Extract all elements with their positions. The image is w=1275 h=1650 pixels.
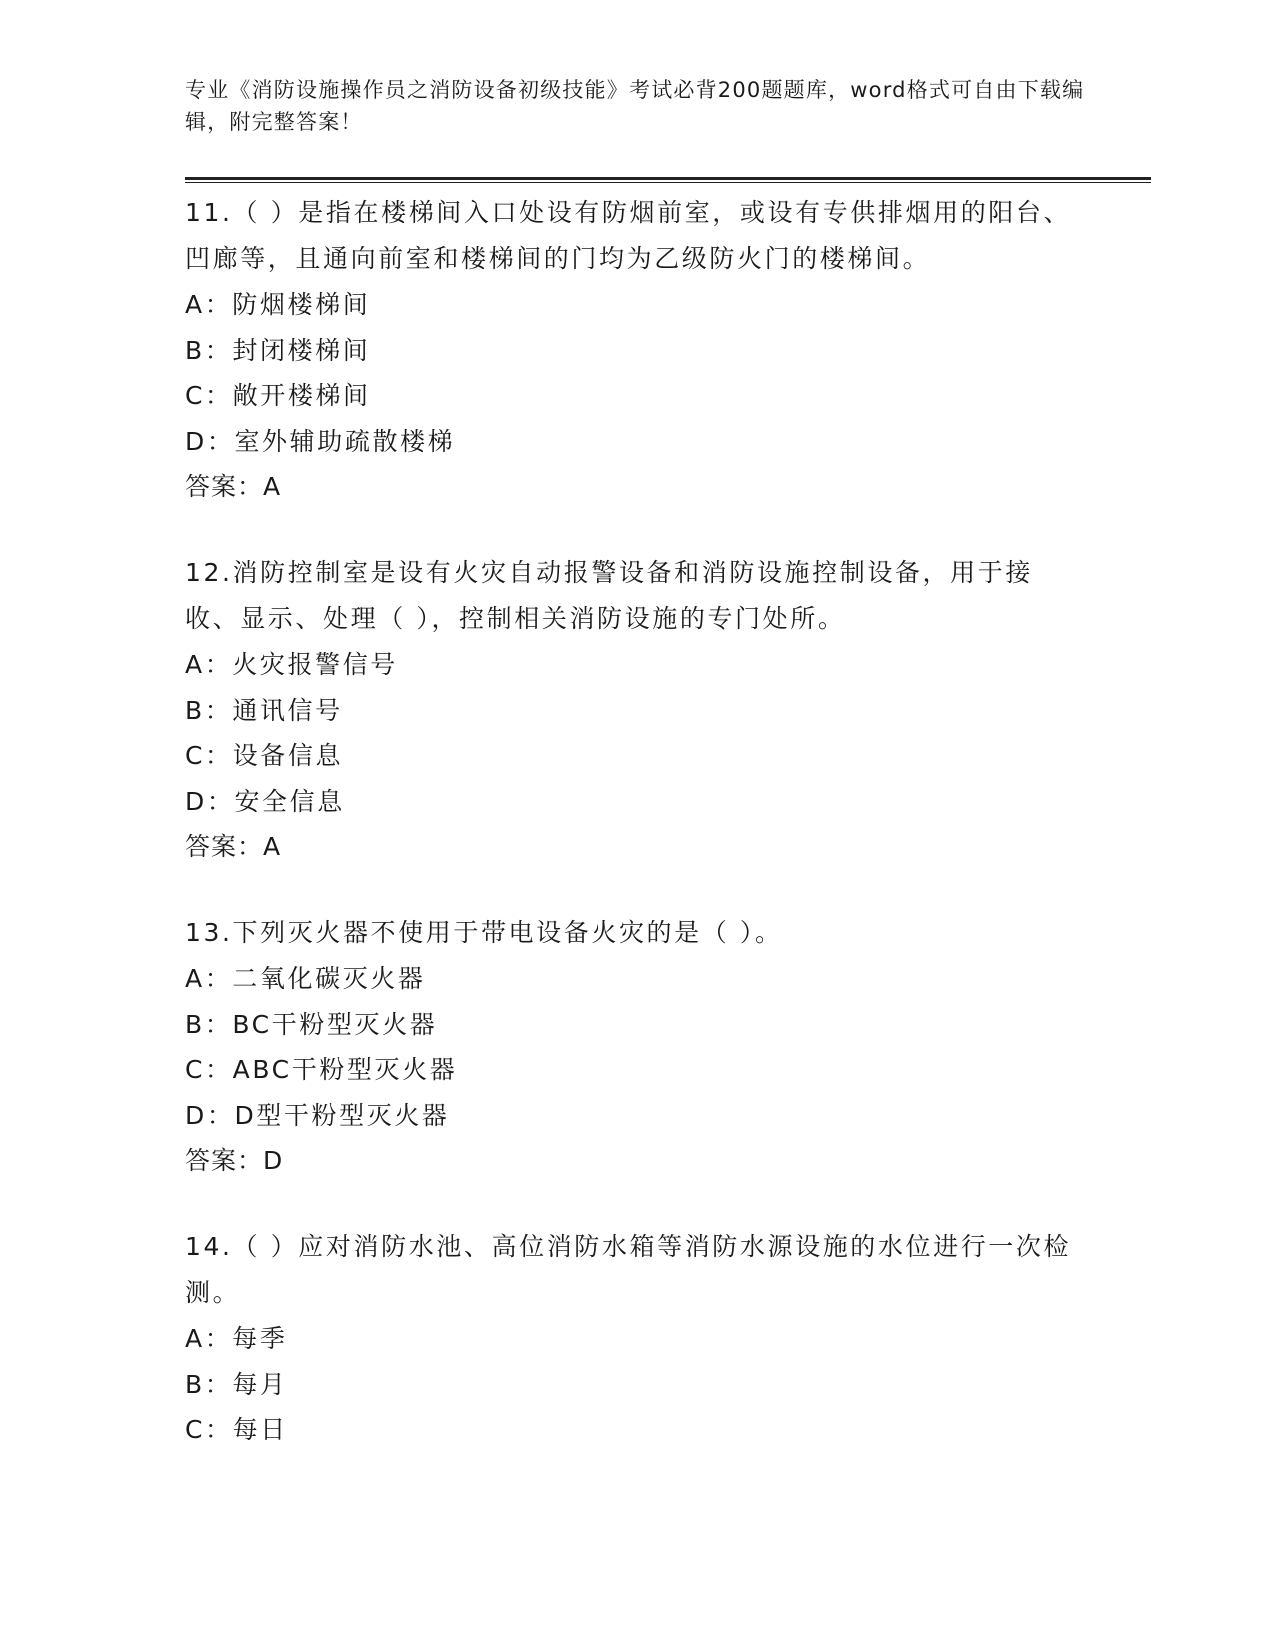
question-text: 11.（ ）是指在楼梯间入口处设有防烟前室，或设有专供排烟用的阳台、凹廊等，且通向前室和楼梯间的门均为乙级防火门的楼梯间。 bbox=[185, 198, 1072, 273]
question-12 bbox=[185, 550, 1085, 870]
option-c: C：每日 bbox=[185, 1415, 288, 1444]
answer: 答案：A bbox=[185, 832, 282, 861]
option-d: D：安全信息 bbox=[185, 786, 345, 816]
option-c: C：ABC干粉型灭火器 bbox=[185, 1055, 458, 1084]
question-13 bbox=[185, 910, 1085, 1184]
question-11 bbox=[185, 190, 1085, 510]
option-a: A：火灾报警信号 bbox=[185, 650, 398, 679]
page-header: 专业《消防设施操作员之消防设备初级技能》考试必背200题题库，word格式可自由下载编辑，附完整答案！ bbox=[185, 78, 1085, 134]
option-a: A：每季 bbox=[185, 1324, 288, 1353]
option-c: C：敞开楼梯间 bbox=[185, 381, 371, 410]
option-a: A：二氧化碳灭火器 bbox=[185, 964, 426, 993]
answer: 答案：A bbox=[185, 472, 282, 501]
option-d: D：D型干粉型灭火器 bbox=[185, 1100, 450, 1130]
answer: 答案：D bbox=[185, 1146, 284, 1175]
option-b: B：封闭楼梯间 bbox=[185, 335, 371, 365]
question-list bbox=[185, 190, 1085, 1493]
option-b: B：BC干粉型灭火器 bbox=[185, 1009, 438, 1039]
header-divider-thin bbox=[185, 182, 1151, 183]
option-c: C：设备信息 bbox=[185, 741, 344, 770]
option-b: B：每月 bbox=[185, 1369, 288, 1399]
option-a: A：防烟楼梯间 bbox=[185, 290, 371, 319]
header-divider-thick bbox=[185, 177, 1151, 180]
option-d: D：室外辅助疏散楼梯 bbox=[185, 426, 456, 456]
question-text: 12.消防控制室是设有火灾自动报警设备和消防设施控制设备，用于接收、显示、处理（ ），控制相关消防设施的专门处所。 bbox=[185, 558, 1033, 633]
question-14 bbox=[185, 1224, 1085, 1453]
option-b: B：通讯信号 bbox=[185, 695, 343, 725]
question-text: 14.（ ）应对消防水池、高位消防水箱等消防水源设施的水位进行一次检测。 bbox=[185, 1232, 1072, 1307]
question-text: 13.下列灭火器不使用于带电设备火灾的是（ ）。 bbox=[185, 918, 783, 947]
